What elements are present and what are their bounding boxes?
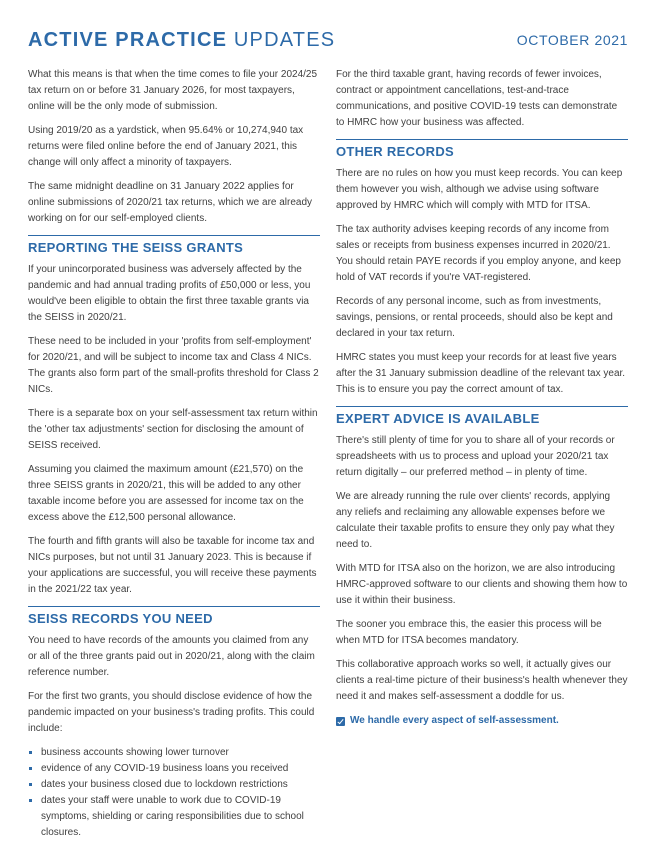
paragraph: For the third taxable grant, having records of fewer invoices, contract or appointment cancellations, test-and-trace communications, and positive COVID-19 tests can demonstrate to HMRC how your business was affected. (336, 69, 618, 128)
paragraph: If your unincorporated business was adversely affected by the pandemic and had annual trading profits of £50,000 or less, you would've been eligible to obtain the first three taxable grants via the SEISS in 2020/21. (28, 264, 311, 323)
right-column (336, 67, 628, 729)
paragraph: The fourth and fifth grants will also be taxable for income tax and NICs purposes, but not until 31 January 2023. This is because if your applications are successful, you will receive these payments in the 2021/22 tax year. (28, 536, 317, 595)
section-heading: EXPERT ADVICE IS AVAILABLE (336, 411, 540, 426)
section-heading: OTHER RECORDS (336, 144, 455, 159)
paragraph: There is a separate box on your self-assessment tax return within the 'other tax adjustments' section for disclosing the amount of SEISS received. (28, 408, 318, 451)
paragraph: We are already running the rule over clients' records, applying any reliefs and reclaiming any allowable expenses before we calculate their taxable profits to ensure they only pay what they need to. (336, 491, 615, 550)
paragraph: The same midnight deadline on 31 January 2022 applies for online submissions of 2020/21 tax returns, which we are already working on for our self-employed clients. (28, 181, 313, 224)
evidence-list (28, 745, 320, 841)
list-item: dates your staff were unable to work due to COVID-19 symptoms, shielding or caring responsibilities due to school closures. (28, 793, 320, 841)
paragraph: There's still plenty of time for you to share all of your records or spreadsheets with us to process and upload your 2020/21 tax return digitally – our preferred method – in plenty of time. (336, 435, 615, 478)
paragraph: The tax authority advises keeping records of any income from sales or receipts from business expenses incurred in 2020/21. You should retain PAYE records if you employ anyone, and keep hold of VAT records if you're VAT-registered. (336, 224, 621, 283)
paragraph: You need to have records of the amounts you claimed from any or all of the three grants paid out in 2020/21, along with the claim reference number. (28, 635, 315, 678)
paragraph: For the first two grants, you should disclose evidence of how the pandemic impacted on your business's trading profits. This could include: (28, 691, 315, 734)
section-heading: SEISS RECORDS YOU NEED (28, 611, 213, 626)
title-bold: ACTIVE PRACTICE (28, 29, 228, 51)
paragraph: Assuming you claimed the maximum amount (£21,570) on the three SEISS grants in 2020/21, this will be added to any other taxable income before you are assessed for income tax on the excess above the £12,500 personal allowance. (28, 464, 304, 523)
paragraph: Using 2019/20 as a yardstick, when 95.64% or 10,274,940 tax returns were filed online before the end of January 2021, this change will only affect a minority of taxpayers. (28, 125, 304, 168)
paragraph: The sooner you embrace this, the easier this process will be when MTD for ITSA becomes mandatory. (336, 619, 602, 646)
page-title (28, 29, 335, 52)
list-item: dates your business closed due to lockdown restrictions (28, 777, 320, 793)
paragraph: These need to be included in your 'profits from self-employment' for 2020/21, and will be subject to income tax and Class 4 NICs. The grants also form part of the small-profits threshold for Class 2 NICs. (28, 336, 319, 395)
section-heading: REPORTING THE SEISS GRANTS (28, 240, 244, 255)
paragraph: This collaborative approach works so well, it actually gives our clients a real-time picture of their business's health whenever they need it and makes self-assessment a doddle for us. (336, 659, 628, 702)
paragraph: Records of any personal income, such as from investments, savings, pensions, or rental proceeds, should also be kept and declared in your tax return. (336, 296, 613, 339)
page-header (28, 18, 628, 52)
paragraph: What this means is that when the time comes to file your 2024/25 tax return on or before 31 January 2026, for most taxpayers, online will be the only mode of submission. (28, 69, 318, 112)
section-seiss-records (28, 606, 320, 627)
call-to-action (336, 713, 628, 729)
section-expert-advice (336, 406, 628, 427)
issue-date: OCTOBER 2021 (516, 32, 628, 48)
left-column (28, 67, 320, 841)
paragraph: HMRC states you must keep your records for at least five years after the 31 January submission deadline of the relevant tax year. This is to ensure you pay the correct amount of tax. (336, 352, 626, 395)
section-reporting-seiss (28, 235, 320, 256)
cta-text: We handle every aspect of self-assessment. (350, 715, 559, 726)
paragraph: With MTD for ITSA also on the horizon, we are also introducing HMRC-approved software to our clients and showing them how to use it within their business. (336, 563, 628, 606)
checkbox-icon (336, 717, 345, 726)
section-other-records (336, 139, 628, 160)
title-light: UPDATES (233, 29, 336, 51)
list-item: evidence of any COVID-19 business loans you received (28, 761, 320, 777)
paragraph: There are no rules on how you must keep records. You can keep them however you wish, although we advise using software approved by HMRC which will comply with MTD for ITSA. (336, 168, 623, 211)
list-item: business accounts showing lower turnover (28, 745, 320, 761)
